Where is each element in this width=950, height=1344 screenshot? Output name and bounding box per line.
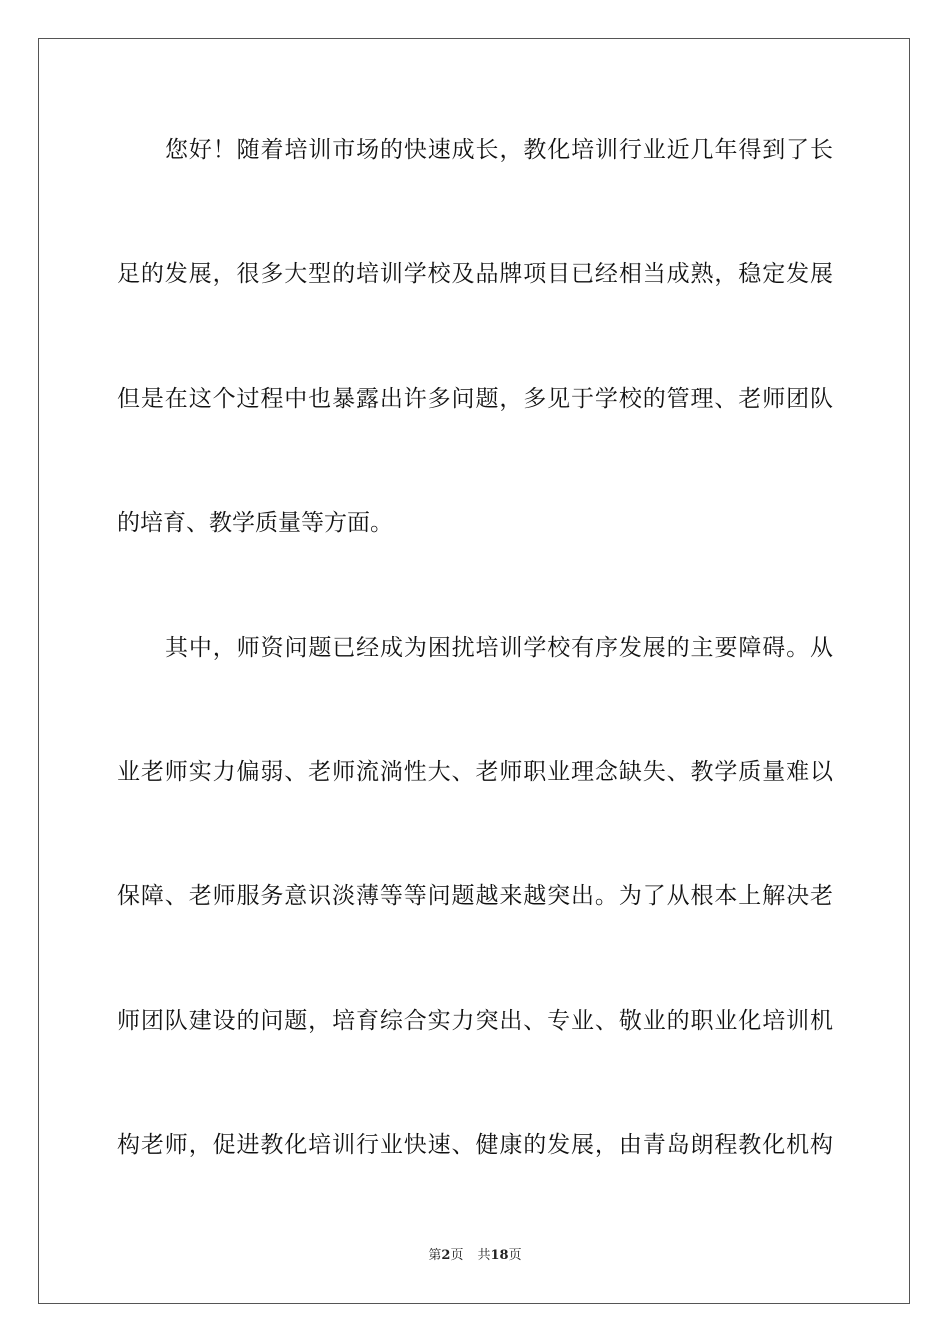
paragraph-2-line-5: 构老师，促进教化培训行业快速、健康的发展，由青岛朗程教化机构 [117, 1132, 833, 1158]
paragraph-1-line-1: 您好！随着培训市场的快速成长，教化培训行业近几年得到了长 [165, 137, 833, 163]
total-suffix: 页 [508, 1248, 522, 1263]
paragraph-1-line-3: 但是在这个过程中也暴露出许多问题，多见于学校的管理、老师团队 [117, 386, 833, 412]
paragraph-2-line-2: 业老师实力偏弱、老师流淌性大、老师职业理念缺失、教学质量难以 [117, 759, 833, 785]
total-pages: 18 [490, 1248, 509, 1263]
paragraph-2-line-4: 师团队建设的问题，培育综合实力突出、专业、敬业的职业化培训机 [117, 1008, 833, 1034]
paragraph-1-line-4: 的培育、教学质量等方面。 [117, 510, 393, 536]
page-number: 2 [441, 1248, 451, 1263]
paragraph-1-line-2: 足的发展，很多大型的培训学校及品牌项目已经相当成熟，稳定发展 [117, 261, 833, 287]
total-prefix: 共 [477, 1248, 491, 1263]
page-border [38, 38, 910, 1304]
paragraph-2-line-3: 保障、老师服务意识淡薄等等问题越来越突出。为了从根本上解决老 [117, 883, 833, 909]
page-footer [0, 1247, 950, 1265]
page-suffix: 页 [450, 1248, 464, 1263]
page-prefix: 第 [428, 1248, 442, 1263]
paragraph-2-line-1: 其中，师资问题已经成为困扰培训学校有序发展的主要障碍。从 [165, 635, 833, 661]
